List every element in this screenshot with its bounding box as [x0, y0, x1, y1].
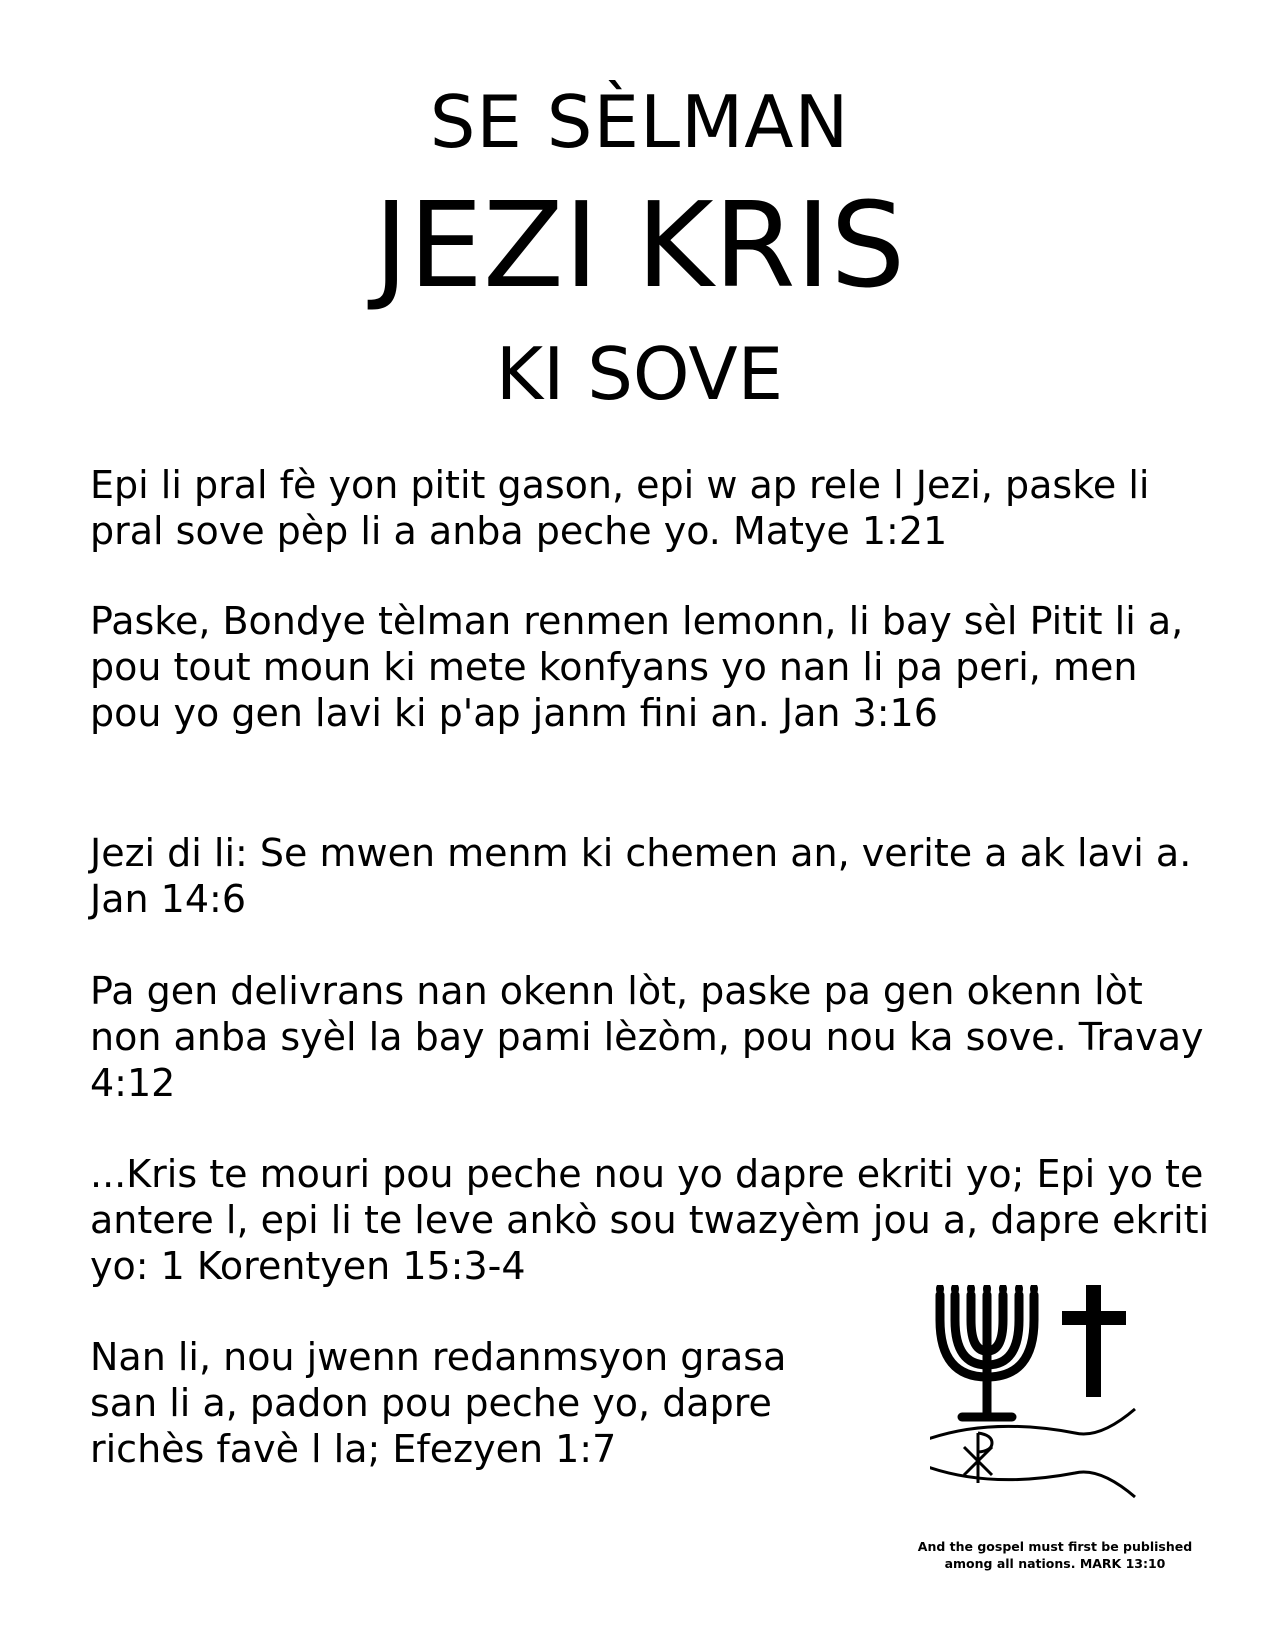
verse-ephesians-1-7: Nan li, nou jwenn redanmsyon grasa san li a, padon pou peche yo, dapre richès favè l la; Efezyen 1:7	[90, 1335, 787, 1471]
verse-john-14-6: Jezi di li: Se mwen menm ki chemen an, verite a ak lavi a. Jan 14:6	[90, 831, 1192, 921]
menorah-icon	[940, 1295, 1034, 1417]
title-line-2: JEZI KRIS	[373, 176, 906, 314]
ichthys-chi-rho-icon	[930, 1409, 1135, 1497]
footer-line-2: among all nations. MARK 13:10	[944, 1556, 1166, 1571]
verse-matthew-1-21: Epi li pral fè yon pitit gason, epi w ap rele l Jezi, paske li pral sove pèp li a anba peche yo. Matye 1:21	[90, 463, 1150, 553]
verse-john-3-16: Paske, Bondye tèlman renmen lemonn, li bay sèl Pitit li a, pou tout moun ki mete konfyans yo nan li pa peri, men pou yo gen lavi ki p'ap janm fini an. Jan 3:16	[90, 599, 1184, 735]
verse-acts-4-12: Pa gen delivrans nan okenn lòt, paske pa gen okenn lòt non anba syèl la bay pami lèzòm, pou nou ka sove. Travay 4:12	[90, 969, 1204, 1105]
title-line-3: KI SOVE	[495, 332, 784, 416]
footer-caption	[905, 1538, 1205, 1572]
cross-icon	[1062, 1285, 1126, 1397]
religious-symbols	[930, 1285, 1190, 1535]
verse-1-corinthians-15-3-4: ...Kris te mouri pou peche nou yo dapre ekriti yo; Epi yo te antere l, epi li te leve ankò sou twazyèm jou a, dapre ekriti yo: 1 Korentyen 15:3-4	[90, 1152, 1210, 1288]
title-line-1: SE SÈLMAN	[429, 80, 850, 164]
footer-line-1: And the gospel must first be published	[917, 1539, 1193, 1554]
